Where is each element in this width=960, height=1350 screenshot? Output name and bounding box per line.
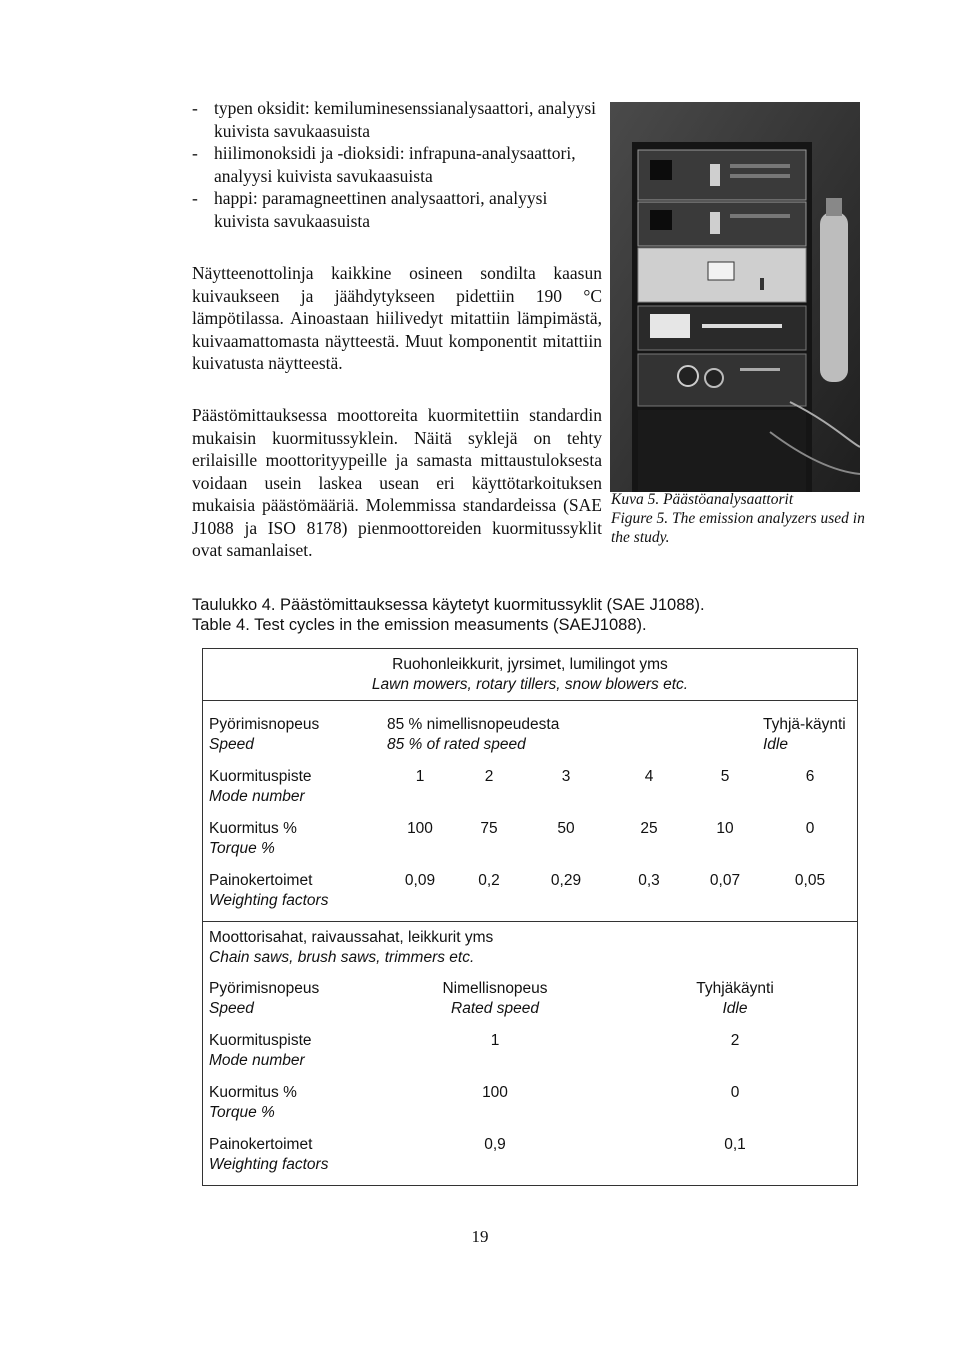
mode-cell: 2 bbox=[730, 1032, 740, 1049]
section1-body bbox=[203, 701, 858, 922]
test-cycles-table bbox=[202, 648, 858, 1186]
torque-cell: 50 bbox=[557, 820, 575, 837]
row-label: Pyörimisnopeus Speed bbox=[209, 716, 320, 753]
table-caption-fi: Taulukko 4. Päästömittauksessa käytetyt kuormitussyklit (SAE J1088). bbox=[192, 596, 705, 614]
mode-cell: 4 bbox=[644, 768, 654, 785]
row-label: Kuormitus % Torque % bbox=[209, 1084, 297, 1121]
weight-cell: 0,1 bbox=[724, 1136, 746, 1153]
section1-speed-row bbox=[203, 709, 857, 761]
bullet-item: - hiilimonoksidi ja -dioksidi: infrapuna-analysaattori, analyysi kuivista savukaasuista bbox=[192, 142, 602, 187]
section1-weight-row bbox=[203, 865, 857, 917]
section2-mode-row bbox=[203, 1025, 857, 1077]
row-label: Pyörimisnopeus Speed bbox=[209, 980, 320, 1017]
section2-header bbox=[203, 922, 857, 973]
bullet-text: happi: paramagneettinen analysaattori, analyysi kuivista savukaasuista bbox=[214, 188, 548, 231]
bullet-text: typen oksidit: kemiluminesenssianalysaattori, analyysi kuivista savukaasuista bbox=[214, 98, 597, 141]
torque-cell: 0 bbox=[805, 820, 815, 837]
section1-torque-row bbox=[203, 813, 857, 865]
mode-cell: 2 bbox=[484, 768, 494, 785]
section2-header-fi: Moottorisahat, raivaussahat, leikkurit yms bbox=[209, 929, 494, 946]
paragraph-test-cycles: Päästömittauksessa moottoreita kuormitettiin standardin mukaisin kuormitussyklein. Näitä syklejä on tehty erilaisille moottorityypeille ja samasta mittaustuloksesta voidaan usein laskea usean eri käyttötarkoituksen mukaisia päästömääriä. Molemmissa standardeissa (SAE J1088 ja ISO 8178) pienmoottoreiden kuormitussyklit ovat samanlaiset. bbox=[192, 405, 602, 560]
row-label: Kuormituspiste Mode number bbox=[209, 768, 312, 805]
torque-cell: 0 bbox=[730, 1084, 740, 1101]
rated-speed-cell: Nimellisnopeus Rated speed bbox=[442, 980, 548, 1017]
rated-speed-cell: 85 % nimellisnopeudesta 85 % of rated speed bbox=[387, 716, 560, 753]
torque-cell: 100 bbox=[407, 820, 433, 837]
row-label: Painokertoimet Weighting factors bbox=[209, 1136, 329, 1173]
mode-cell: 1 bbox=[490, 1032, 500, 1049]
figure-caption-fi: Kuva 5. Päästöanalysaattorit bbox=[611, 491, 794, 508]
section2-speed-row bbox=[203, 973, 857, 1025]
weight-cell: 0,05 bbox=[794, 872, 826, 889]
torque-cell: 25 bbox=[640, 820, 658, 837]
idle-speed-cell: Tyhjäkäynti Idle bbox=[696, 980, 774, 1017]
mode-cell: 1 bbox=[415, 768, 425, 785]
mode-cell: 5 bbox=[720, 768, 730, 785]
weight-cell: 0,2 bbox=[478, 872, 500, 889]
section2-header-en: Chain saws, brush saws, trimmers etc. bbox=[209, 948, 475, 966]
weight-cell: 0,29 bbox=[550, 872, 582, 889]
weight-cell: 0,3 bbox=[638, 872, 660, 889]
figure-caption-en: Figure 5. The emission analyzers used in the study. bbox=[611, 510, 865, 546]
page-number: 19 bbox=[471, 1227, 489, 1246]
table-caption bbox=[192, 595, 705, 635]
section2-weight-row bbox=[203, 1129, 857, 1181]
row-label: Kuormituspiste Mode number bbox=[209, 1032, 312, 1069]
weight-cell: 0,07 bbox=[709, 872, 741, 889]
row-label: Painokertoimet Weighting factors bbox=[209, 872, 329, 909]
torque-cell: 100 bbox=[482, 1084, 508, 1101]
bullet-list bbox=[192, 97, 602, 232]
bullet-item: - happi: paramagneettinen analysaattori, analyysi kuivista savukaasuista bbox=[192, 187, 602, 232]
idle-speed-cell: Tyhjä-käynti Idle bbox=[763, 716, 846, 753]
torque-cell: 75 bbox=[480, 820, 498, 837]
section2-torque-row bbox=[203, 1077, 857, 1129]
bullet-text: hiilimonoksidi ja -dioksidi: infrapuna-analysaattori, analyysi kuivista savukaasuista bbox=[214, 143, 576, 186]
emission-analyzers-photo bbox=[610, 102, 860, 492]
weight-cell: 0,09 bbox=[404, 872, 436, 889]
figure-caption bbox=[611, 490, 871, 547]
section1-mode-row bbox=[203, 761, 857, 813]
bullet-item: - typen oksidit: kemiluminesenssianalysaattori, analyysi kuivista savukaasuista bbox=[192, 97, 602, 142]
analyzer-rack-image bbox=[610, 102, 860, 492]
paragraph-sampling-line: Näytteenottolinja kaikkine osineen sondilta kaasun kuivaukseen ja jäähdytykseen pidettiin 190 °C lämpötilassa. Ainoastaan hiilivedyt mitattiin lämpimästä, kuivaamattomasta näytteestä. Muut komponentit mitattiin kuivatusta näytteestä. bbox=[192, 263, 602, 373]
table-caption-en: Table 4. Test cycles in the emission measuments (SAEJ1088). bbox=[192, 616, 647, 634]
mode-cell: 3 bbox=[561, 768, 571, 785]
mode-cell: 6 bbox=[805, 768, 815, 785]
section1-header-en: Lawn mowers, rotary tillers, snow blowers etc. bbox=[371, 675, 689, 693]
section1-header-fi: Ruohonleikkurit, jyrsimet, lumilingot yms bbox=[392, 656, 668, 673]
section1-header bbox=[203, 649, 858, 701]
torque-cell: 10 bbox=[716, 820, 734, 837]
weight-cell: 0,9 bbox=[484, 1136, 506, 1153]
row-label: Kuormitus % Torque % bbox=[209, 820, 297, 857]
section2-body bbox=[203, 922, 858, 1186]
